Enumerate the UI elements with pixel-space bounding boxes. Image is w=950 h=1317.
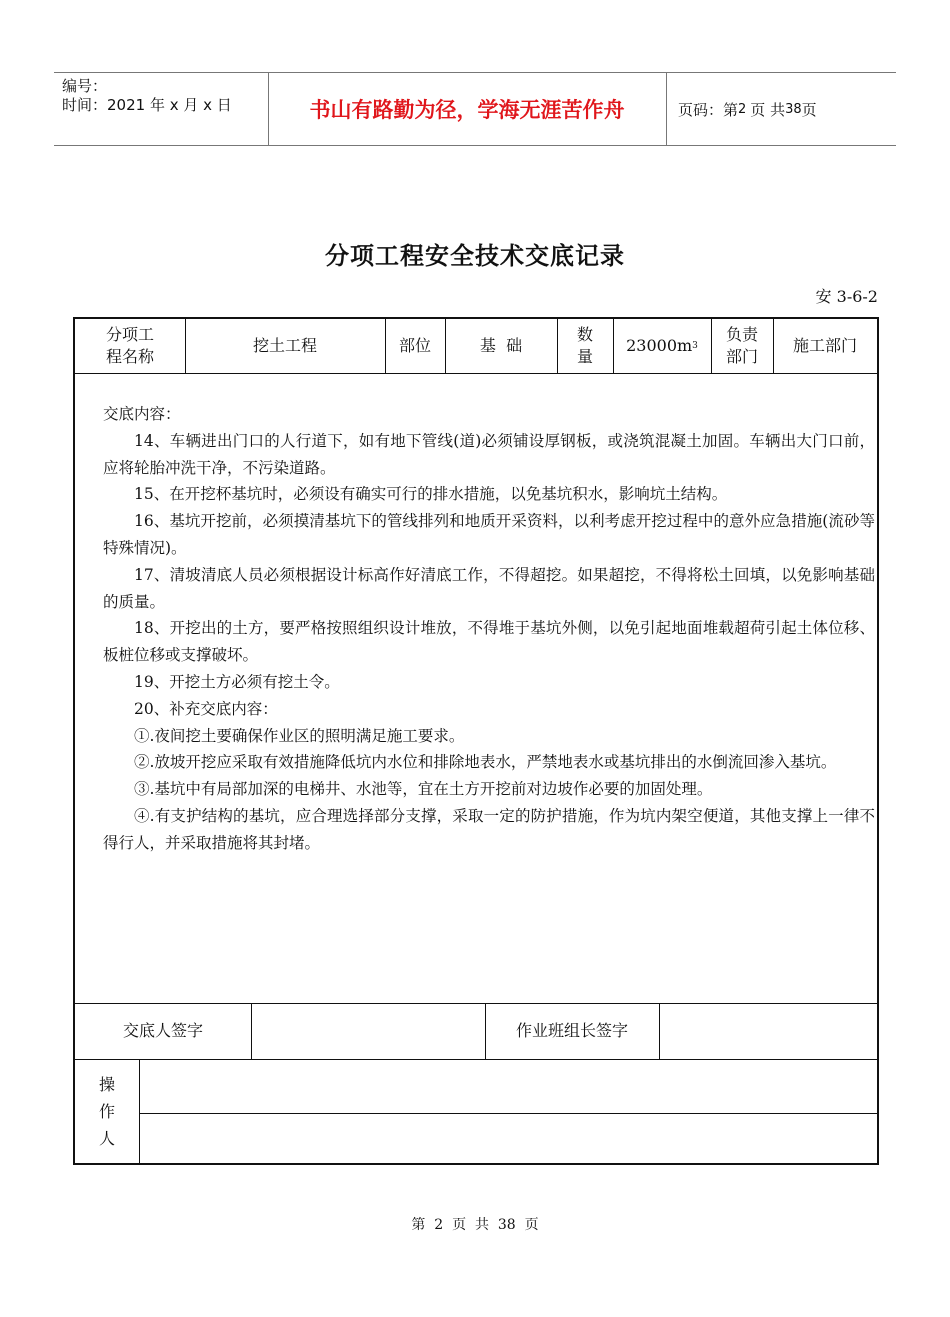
disclosure-form	[73, 317, 879, 1165]
content-item: 17、清坡清底人员必须根据设计标高作好清底工作，不得超挖。如果超挖，不得将松土回填，以免影响基础的质量。	[103, 565, 875, 611]
page-number: 2	[738, 101, 747, 117]
discloser-sign-field[interactable]	[251, 1003, 485, 1059]
document-code: 安 3-6-2	[815, 287, 878, 306]
content-item: 15、在开挖杯基坑时，必须设有确实可行的排水措施，以免基坑积水，影响坑土结构。	[134, 485, 728, 504]
content-item: ③.基坑中有局部加深的电梯井、水池等，宜在土方开挖前对边坡作必要的加固处理。	[134, 780, 713, 799]
team-leader-sign-field[interactable]	[659, 1003, 877, 1059]
header-motto: 书山有路勤为径，学海无涯苦作舟	[309, 98, 625, 122]
content-item: 18、开挖出的土方，要严格按照组织设计堆放，不得堆于基坑外侧，以免引起地面堆载超荷引起土体位移、板桩位移或支撑破坏。	[103, 619, 875, 665]
document-title: 分项工程安全技术交底记录	[325, 242, 625, 270]
header-page-info	[678, 73, 817, 145]
page-end: 页	[801, 100, 817, 119]
header-meta	[62, 77, 232, 115]
header-number: 编号：	[62, 77, 108, 95]
disclosure-content	[103, 401, 875, 857]
dept-value: 施工部门	[792, 336, 857, 355]
quantity-unit-sup: 3	[692, 341, 698, 351]
project-name-value: 挖土工程	[252, 336, 317, 355]
discloser-sign-label: 交底人签字	[122, 1021, 203, 1040]
content-item: ①.夜间挖土要确保作业区的照明满足施工要求。	[134, 726, 465, 745]
content-item: ④.有支护结构的基坑，应合理选择部分支撑，采取一定的防护措施，作为坑内架空便道，其他支撑上一律不得行人，并采取措施将其封堵。	[103, 806, 875, 852]
location-value: 基 础	[479, 336, 523, 355]
content-item: 19、开挖土方必须有挖土令。	[134, 672, 340, 691]
page-header	[54, 72, 896, 146]
page-footer: 第 2 页 共 38 页	[411, 1217, 539, 1233]
team-leader-sign-label: 作业班组长签字	[515, 1021, 628, 1040]
location-label: 部位	[398, 336, 431, 355]
project-name-label: 分项工 程名称	[105, 325, 154, 366]
page-total: 38	[785, 101, 802, 117]
quantity-number: 23000m	[626, 336, 693, 355]
operator-label: 操 作 人	[98, 1074, 115, 1148]
content-item: 14、车辆进出门口的人行道下，如有地下管线(道)必须铺设厚钢板，或浇筑混凝土加固。车辆出大门口前，应将轮胎冲洗干净，不污染道路。	[103, 431, 875, 477]
operator-field-2[interactable]	[139, 1113, 877, 1163]
header-time: 时间：2021 年 x 月 x 日	[62, 96, 232, 114]
quantity-label: 数 量	[576, 325, 593, 366]
quantity-value	[613, 319, 711, 373]
page-mid: 页 共	[750, 100, 786, 119]
content-item: 16、基坑开挖前，必须摸清基坑下的管线排列和地质开采资料，以利考虑开挖过程中的意外应急措施(流砂等特殊情况)。	[103, 512, 875, 557]
page-label: 页码：第	[678, 100, 739, 119]
header-divider	[666, 73, 667, 145]
content-heading: 交底内容：	[103, 405, 181, 423]
operator-field-1[interactable]	[139, 1059, 877, 1113]
dept-label: 负责 部门	[725, 325, 758, 366]
content-item: ②.放坡开挖应采取有效措施降低坑内水位和排除地表水，严禁地表水或基坑排出的水倒流回渗入基坑。	[134, 753, 837, 772]
grid-line	[75, 373, 877, 374]
content-item: 20、补充交底内容：	[134, 699, 278, 718]
